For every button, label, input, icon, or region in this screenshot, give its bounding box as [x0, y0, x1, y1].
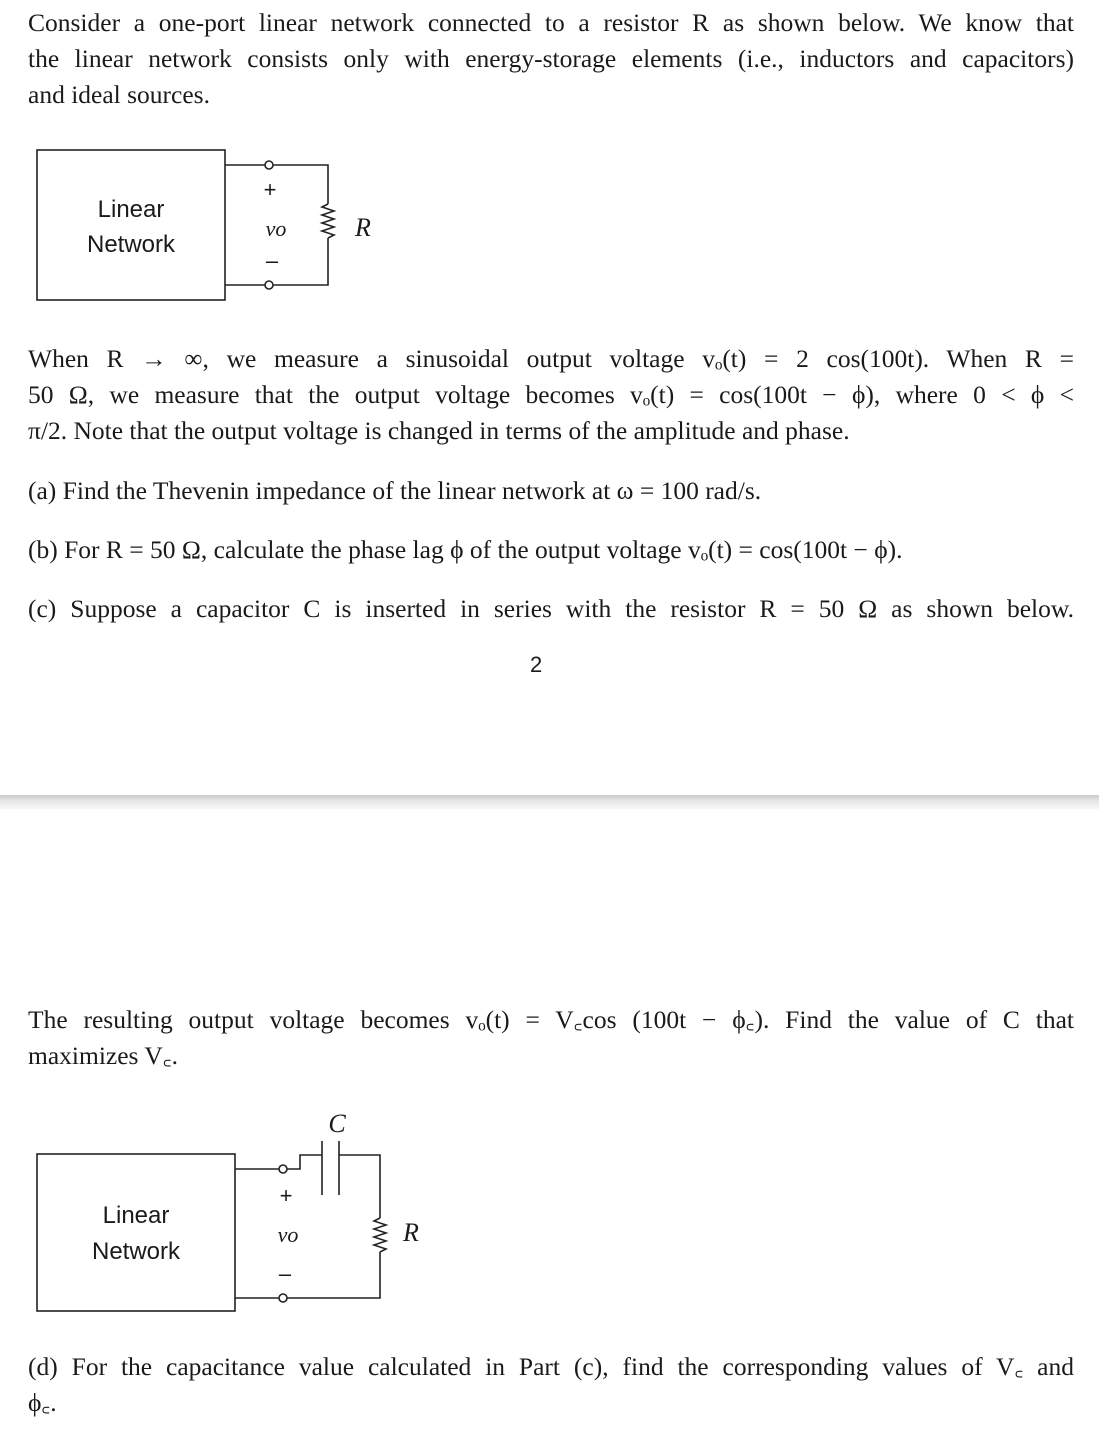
minus-sign-2: –: [278, 1261, 292, 1286]
page-divider: [0, 795, 1099, 809]
linear-network-box-2: [37, 1154, 235, 1311]
when-line-2: 50 Ω, we measure that the output voltage becomes vₒ(t) = cos(100t − ϕ), where 0 < ϕ <: [28, 380, 1074, 409]
linear-network-box: [37, 150, 225, 300]
intro-paragraph: [28, 5, 1074, 113]
intro-line-1: Consider a one-port linear network connected to a resistor R as shown below. We know that: [28, 8, 1074, 37]
capacitor-label: C: [328, 1109, 346, 1138]
plus-sign: +: [263, 177, 277, 202]
when-line-3: π/2. Note that the output voltage is changed in terms of the amplitude and phase.: [28, 416, 850, 445]
question-b-text: (b) For R = 50 Ω, calculate the phase lag ϕ of the output voltage vₒ(t) = cos(100t − ϕ).: [28, 535, 903, 564]
vo-label: vo: [265, 216, 287, 241]
network-label-line-1: Linear: [97, 196, 165, 223]
network-label-line-2: Network: [86, 231, 176, 258]
when-paragraph: [28, 341, 1074, 449]
intro-line-3: and ideal sources.: [28, 80, 210, 109]
question-c-text: (c) Suppose a capacitor C is inserted in series with the resistor R = 50 Ω as shown below.: [28, 594, 1074, 623]
minus-sign: –: [265, 248, 279, 273]
question-d-line-2: ϕ꜀.: [28, 1388, 57, 1417]
top-terminal: [265, 161, 273, 169]
resistor-symbol: [322, 204, 334, 238]
bottom-terminal: [265, 281, 273, 289]
resulting-paragraph: [28, 1002, 1074, 1074]
intro-line-2: the linear network consists only with energy-storage elements (i.e., inductors and capacitors): [28, 44, 1074, 73]
question-a-text: (a) Find the Thevenin impedance of the linear network at ω = 100 rad/s.: [28, 476, 762, 505]
circuit-figure-1: [0, 140, 400, 310]
capacitor-symbol: [322, 1141, 339, 1195]
page-number: 2: [530, 652, 543, 677]
resistor-label-2: R: [403, 1218, 419, 1247]
question-c: [28, 591, 1074, 627]
when-line-1: When R → ∞, we measure a sinusoidal output voltage vₒ(t) = 2 cos(100t). When R =: [28, 344, 1074, 373]
network-label-2-line-2: Network: [91, 1238, 181, 1265]
resistor-symbol-2: [374, 1218, 386, 1252]
resistor-label: R: [355, 213, 371, 242]
question-b: [28, 532, 1074, 568]
bottom-terminal-2: [279, 1294, 287, 1302]
resulting-line-2: maximizes V꜀.: [28, 1041, 178, 1070]
question-a: [28, 473, 1074, 509]
vo-label-2: vo: [277, 1222, 299, 1247]
network-label-2-line-1: Linear: [102, 1202, 170, 1229]
resulting-line-1: The resulting output voltage becomes vₒ(t) = V꜀cos (100t − ϕ꜀). Find the value of C that: [28, 1005, 1074, 1034]
question-d-line-1: (d) For the capacitance value calculated in Part (c), find the corresponding values of V꜀ and: [28, 1352, 1074, 1381]
question-d: [28, 1349, 1074, 1421]
plus-sign-2: +: [279, 1183, 293, 1208]
circuit-figure-2: [0, 1100, 460, 1320]
top-terminal-2: [279, 1165, 287, 1173]
